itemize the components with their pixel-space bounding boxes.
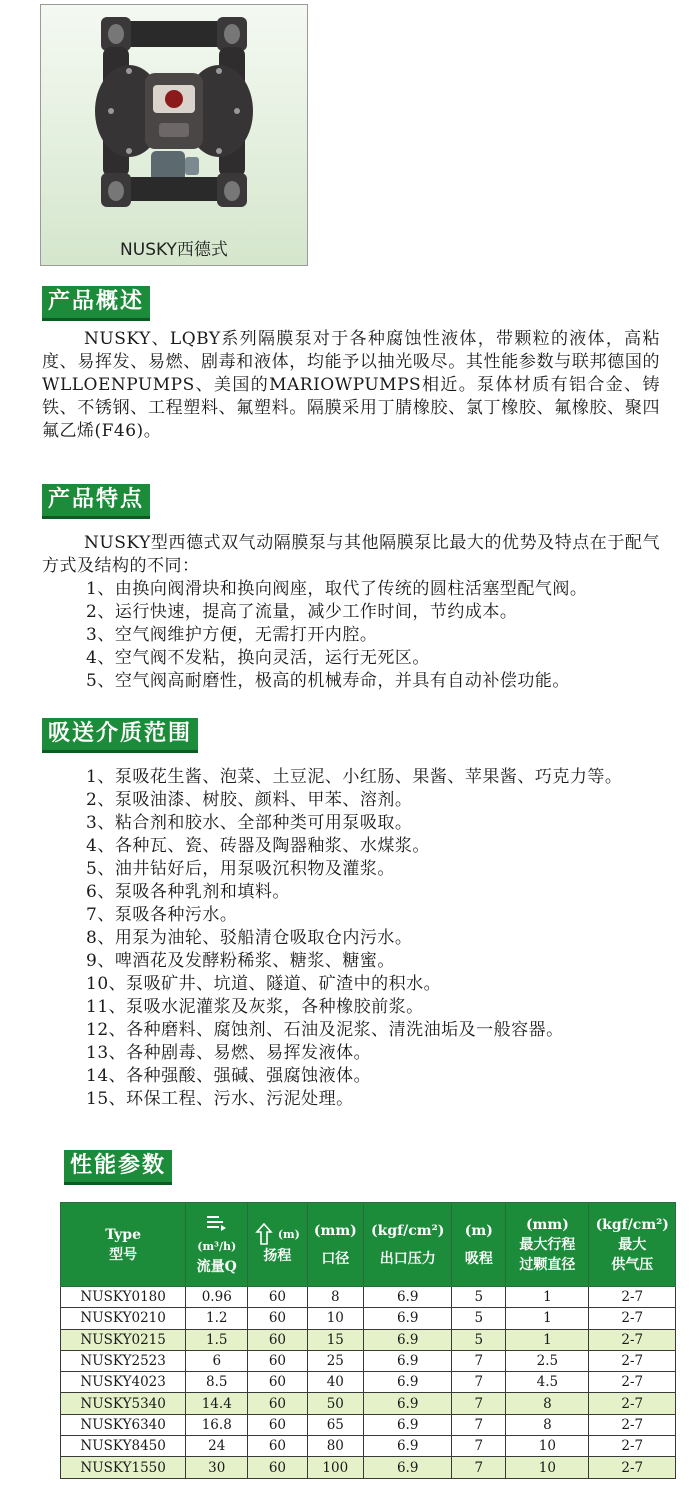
table-cell: 0.96 [186, 1287, 248, 1308]
table-cell: 6.9 [364, 1393, 452, 1414]
table-cell: 8 [307, 1287, 363, 1308]
table-cell: 2-7 [589, 1393, 676, 1414]
table-cell: 2.5 [506, 1350, 589, 1371]
overview-text: NUSKY、LQBY系列隔膜泵对于各种腐蚀性液体，带颗粒的液体，高粘度、易挥发、易燃、剧毒和液体，均能予以抽光吸尽。其性能参数与联邦德国的WLLOENPUMPS、美国的MARIOWPUMPS相近。泵体材质有铝合金、铸铁、不锈钢、工程塑料、氟塑料。隔膜采用丁腈橡胶、氯丁橡胶、氟橡胶、聚四氟乙烯(F46)。 [42, 329, 660, 441]
list-item: 1、泵吸花生酱、泡菜、土豆泥、小红肠、果酱、苹果酱、巧克力等。 [86, 767, 623, 787]
spec-table [60, 1202, 676, 1479]
list-item: 3、空气阀维护方便，无需打开内腔。 [86, 625, 378, 645]
col-header-head: (m) 扬程 [248, 1203, 307, 1287]
table-cell: 6.9 [364, 1436, 452, 1457]
specs-title: 性能参数 [64, 1150, 172, 1185]
product-photo-frame [40, 4, 308, 266]
media-title: 吸送介质范围 [42, 718, 198, 753]
col-header-bore: (mm) 口径 [307, 1203, 363, 1287]
list-item: 5、油井钻好后，用泵吸沉积物及灌浆。 [86, 859, 395, 879]
table-cell: 6.9 [364, 1329, 452, 1350]
list-item: 3、粘合剂和胶水、全部种类可用泵吸取。 [86, 813, 413, 833]
table-cell: 40 [307, 1372, 363, 1393]
table-cell: 7 [452, 1372, 506, 1393]
table-cell: 60 [248, 1372, 307, 1393]
table-cell: NUSKY1550 [61, 1457, 186, 1478]
table-cell: 50 [307, 1393, 363, 1414]
table-cell: 30 [186, 1457, 248, 1478]
features-list [86, 578, 587, 693]
features-intro: NUSKY型西德式双气动隔膜泵与其他隔膜泵比最大的优势及特点在于配气方式及结构的不同： [42, 533, 660, 576]
table-cell: 15 [307, 1329, 363, 1350]
table-cell: 24 [186, 1436, 248, 1457]
list-item: 11、泵吸水泥灌浆及灰浆，各种橡胶前浆。 [86, 997, 424, 1017]
table-cell: 1 [506, 1308, 589, 1329]
table-cell: 14.4 [186, 1393, 248, 1414]
table-cell: 5 [452, 1287, 506, 1308]
media-list [86, 766, 622, 1111]
col-header-suction: (m) 吸程 [452, 1203, 506, 1287]
table-cell: NUSKY8450 [61, 1436, 186, 1457]
list-item: 4、空气阀不发粘，换向灵活，运行无死区。 [86, 648, 430, 668]
table-cell: 7 [452, 1393, 506, 1414]
table-cell: 60 [248, 1414, 307, 1435]
list-item: 5、空气阀高耐磨性，极高的机械寿命，并具有自动补偿功能。 [86, 671, 570, 691]
product-caption: NUSKY西德式 [120, 240, 228, 260]
table-cell: 10 [307, 1308, 363, 1329]
table-cell: 7 [452, 1436, 506, 1457]
table-cell: 16.8 [186, 1414, 248, 1435]
list-item: 13、各种剧毒、易燃、易挥发液体。 [86, 1043, 372, 1063]
table-cell: 7 [452, 1457, 506, 1478]
table-cell: 2-7 [589, 1329, 676, 1350]
table-cell: 5 [452, 1329, 506, 1350]
table-cell: NUSKY4023 [61, 1372, 186, 1393]
list-item: 10、泵吸矿井、坑道、隧道、矿渣中的积水。 [86, 974, 442, 994]
table-row [61, 1287, 676, 1308]
list-item: 8、用泵为油轮、驳船清仓吸取仓内污水。 [86, 928, 413, 948]
col-header-particle: (mm) 最大行程 过颗直径 [506, 1203, 589, 1287]
col-header-type: Type 型号 [61, 1203, 186, 1287]
features-title: 产品特点 [42, 484, 150, 519]
table-row [61, 1414, 676, 1435]
table-cell: 60 [248, 1287, 307, 1308]
table-cell: 10 [506, 1457, 589, 1478]
list-item: 2、运行快速，提高了流量，减少工作时间，节约成本。 [86, 602, 518, 622]
table-cell: 2-7 [589, 1287, 676, 1308]
list-item: 2、泵吸油漆、树胶、颜料、甲苯、溶剂。 [86, 790, 413, 810]
flow-meter-icon [186, 1213, 247, 1237]
table-cell: 65 [307, 1414, 363, 1435]
table-cell: NUSKY6340 [61, 1414, 186, 1435]
table-cell: 6.9 [364, 1372, 452, 1393]
table-cell: 100 [307, 1457, 363, 1478]
table-cell: NUSKY0210 [61, 1308, 186, 1329]
table-cell: 1.2 [186, 1308, 248, 1329]
table-cell: 8 [506, 1414, 589, 1435]
table-cell: 2-7 [589, 1457, 676, 1478]
table-cell: NUSKY0215 [61, 1329, 186, 1350]
table-row [61, 1372, 676, 1393]
table-cell: 2-7 [589, 1436, 676, 1457]
table-cell: 1.5 [186, 1329, 248, 1350]
table-cell: 6 [186, 1350, 248, 1371]
spec-header-row [61, 1203, 676, 1287]
table-cell: 6.9 [364, 1308, 452, 1329]
table-cell: 10 [506, 1436, 589, 1457]
table-cell: 5 [452, 1308, 506, 1329]
list-item: 12、各种磨料、腐蚀剂、石油及泥浆、清洗油垢及一般容器。 [86, 1020, 564, 1040]
col-header-air-pressure: (kgf/cm²) 最大 供气压 [589, 1203, 676, 1287]
table-row [61, 1329, 676, 1350]
up-arrow-icon [255, 1226, 278, 1242]
table-row [61, 1393, 676, 1414]
table-cell: 8.5 [186, 1372, 248, 1393]
table-cell: 2-7 [589, 1350, 676, 1371]
table-row [61, 1350, 676, 1371]
table-cell: 25 [307, 1350, 363, 1371]
table-cell: 6.9 [364, 1457, 452, 1478]
table-row [61, 1436, 676, 1457]
list-item: 14、各种强酸、强碱、强腐蚀液体。 [86, 1066, 372, 1086]
table-cell: 8 [506, 1393, 589, 1414]
spec-table-body [61, 1287, 676, 1479]
table-cell: 6.9 [364, 1350, 452, 1371]
list-item: 6、泵吸各种乳剂和填料。 [86, 882, 290, 902]
table-cell: 60 [248, 1436, 307, 1457]
table-cell: 60 [248, 1457, 307, 1478]
table-cell: 60 [248, 1308, 307, 1329]
table-cell: 1 [506, 1287, 589, 1308]
table-cell: 2-7 [589, 1372, 676, 1393]
table-cell: 1 [506, 1329, 589, 1350]
table-cell: 80 [307, 1436, 363, 1457]
list-item: 4、各种瓦、瓷、砖器及陶器釉浆、水煤浆。 [86, 836, 430, 856]
list-item: 7、泵吸各种污水。 [86, 905, 238, 925]
overview-title: 产品概述 [42, 286, 150, 321]
table-cell: 60 [248, 1393, 307, 1414]
table-cell: 60 [248, 1350, 307, 1371]
table-cell: 60 [248, 1329, 307, 1350]
table-cell: 4.5 [506, 1372, 589, 1393]
list-item: 15、环保工程、污水、污泥处理。 [86, 1089, 354, 1109]
table-cell: 7 [452, 1414, 506, 1435]
list-item: 1、由换向阀滑块和换向阀座，取代了传统的圆柱活塞型配气阀。 [86, 579, 588, 599]
table-cell: NUSKY2523 [61, 1350, 186, 1371]
col-header-outlet-pressure: (kgf/cm²) 出口压力 [364, 1203, 452, 1287]
col-header-flow: (m³/h) 流量Q [186, 1203, 248, 1287]
table-row [61, 1308, 676, 1329]
table-cell: 7 [452, 1350, 506, 1371]
diaphragm-pump-image [89, 11, 259, 221]
table-cell: NUSKY0180 [61, 1287, 186, 1308]
list-item: 9、啤酒花及发酵粉稀浆、糖浆、糖蜜。 [86, 951, 395, 971]
table-cell: 2-7 [589, 1308, 676, 1329]
table-row [61, 1457, 676, 1478]
table-cell: NUSKY5340 [61, 1393, 186, 1414]
table-cell: 6.9 [364, 1414, 452, 1435]
table-cell: 2-7 [589, 1414, 676, 1435]
table-cell: 6.9 [364, 1287, 452, 1308]
